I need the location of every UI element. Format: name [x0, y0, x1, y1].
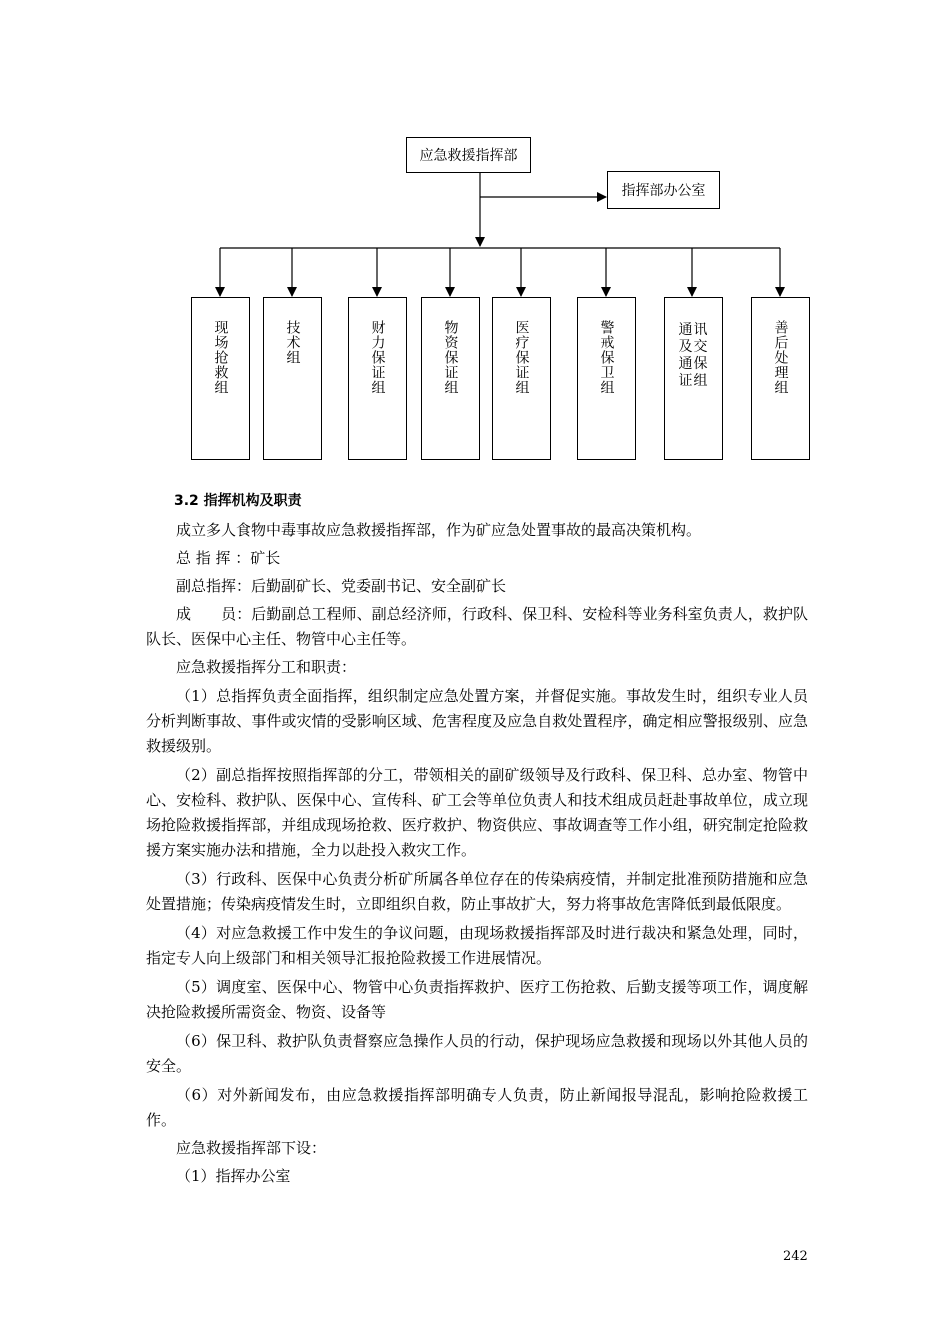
group-label: 技术组 [284, 320, 301, 365]
group-box-finance [348, 297, 407, 460]
document-body [146, 489, 808, 1189]
list-item: （4）对应急救援工作中发生的争议问题，由现场救援指挥部及时进行裁决和紧急处理，同时，指定专人向上级部门和相关领导汇报抢险救援工作进展情况。 [146, 924, 808, 967]
paragraph: 成立多人食物中毒事故应急救援指挥部，作为矿应急处置事故的最高决策机构。 [176, 521, 702, 539]
group-label: 通讯及交通保证组 [678, 322, 709, 389]
command-headquarters-box [406, 137, 531, 173]
list-item: （6）对外新闻发布，由应急救援指挥部明确专人负责，防止新闻报导混乱，影响抢险救援工作。 [146, 1086, 808, 1129]
group-box-technical [263, 297, 322, 460]
paragraph: 应急救援指挥部下设： [176, 1139, 327, 1157]
group-box-materials [421, 297, 480, 460]
group-box-security [577, 297, 636, 460]
group-label: 善后处理组 [772, 320, 789, 395]
command-office-label: 指挥部办公室 [621, 183, 706, 199]
section-heading: 3.2 指挥机构及职责 [174, 493, 302, 509]
list-item: （1）指挥办公室 [176, 1167, 291, 1185]
paragraph: 总 指 挥 ：矿长 [176, 549, 281, 567]
list-item: （1）总指挥负责全面指挥，组织制定应急处置方案，并督促实施。事故发生时，组织专业人员分析判断事故、事件或灾情的受影响区域、危害程度及应急自救处置程序，确定相应警报级别、应急救援级别。 [146, 687, 808, 755]
group-box-communication [664, 297, 723, 460]
group-label: 财力保证组 [369, 320, 386, 395]
paragraph: 副总指挥：后勤副矿长、党委副书记、安全副矿长 [176, 577, 507, 595]
group-label: 物资保证组 [442, 320, 459, 395]
group-label: 现场抢救组 [212, 320, 229, 395]
command-headquarters-label: 应急救援指挥部 [419, 148, 518, 164]
group-box-medical [492, 297, 551, 460]
group-box-rescue [191, 297, 250, 460]
group-label: 警戒保卫组 [598, 320, 615, 395]
paragraph: 应急救援指挥分工和职责： [176, 658, 357, 676]
page-number: 242 [783, 1249, 808, 1264]
group-box-aftermath [751, 297, 810, 460]
list-item: （5）调度室、医保中心、物管中心负责指挥救护、医疗工伤抢救、后勤支援等项工作，调度解决抢险救援所需资金、物资、设备等 [146, 978, 808, 1021]
paragraph: 成 员：后勤副总工程师、副总经济师，行政科、保卫科、安检科等业务科室负责人，救护队队长、医保中心主任、物管中心主任等。 [146, 605, 808, 648]
command-office-box [607, 171, 720, 209]
list-item: （2）副总指挥按照指挥部的分工，带领相关的副矿级领导及行政科、保卫科、总办室、物管中心、安检科、救护队、医保中心、宣传科、矿工会等单位负责人和技术组成员赶赴事故单位，成立现场抢险救援指挥部，并组成现场抢救、医疗救护、物资供应、事故调查等工作小组，研究制定抢险救援方案实施办法和措施，全力以赴投入救灾工作。 [146, 766, 808, 859]
group-label: 医疗保证组 [513, 320, 530, 395]
list-item: （6）保卫科、救护队负责督察应急操作人员的行动，保护现场应急救援和现场以外其他人员的安全。 [146, 1032, 808, 1075]
list-item: （3）行政科、医保中心负责分析矿所属各单位存在的传染病疫情，并制定批准预防措施和应急处置措施；传染病疫情发生时，立即组织自救，防止事故扩大，努力将事故危害降低到最低限度。 [146, 870, 808, 913]
